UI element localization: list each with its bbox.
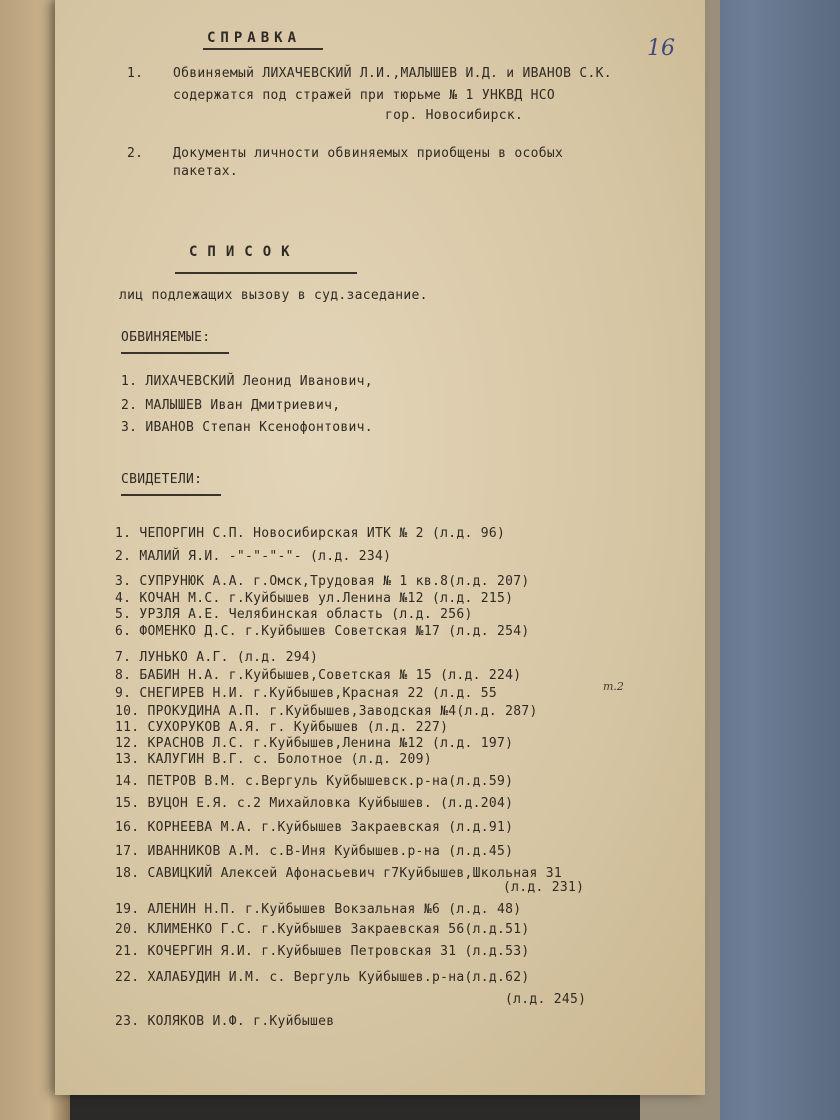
witness-7: 7. ЛУНЬКО А.Г. (л.д. 294) [115,650,319,665]
witness-19: 19. АЛЕНИН Н.П. г.Куйбышев Вокзальная №6 (л.д. 48) [115,902,522,917]
spravka-underline [203,48,323,50]
accused-item-2: 2. МАЛЫШЕВ Иван Дмитриевич, [121,398,341,413]
witness-9: 9. СНЕГИРЕВ Н.И. г.Куйбышев,Красная 22 (л.д. 55 [115,686,497,701]
witness-23: 23. КОЛЯКОВ И.Ф. г.Куйбышев [115,1014,335,1029]
witness-15: 15. ВУЦОН Е.Я. с.2 Михайловка Куйбышев. (л.д.204) [115,796,514,811]
accused-item-3: 3. ИВАНОВ Степан Ксенофонтович. [121,420,373,435]
spravka-item1-line2: содержатся под стражей при тюрьме № 1 УНКВД НСО [173,88,555,103]
witness-17: 17. ИВАННИКОВ А.М. с.В-Иня Куйбышев.р-на (л.д.45) [115,844,514,859]
witness-11: 11. СУХОРУКОВ А.Я. г. Куйбышев (л.д. 227) [115,720,449,735]
witness-18-ref: (л.д. 231) [503,880,585,895]
spisok-underline [175,272,357,274]
witness-20: 20. КЛИМЕНКО Г.С. г.Куйбышев Закраевская 56(л.д.51) [115,922,530,937]
witnesses-underline [121,494,221,496]
witness-4: 4. КОЧАН М.С. г.Куйбышев ул.Ленина №12 (л.д. 215) [115,591,514,606]
witness-3: 3. СУПРУНЮК А.А. г.Омск,Трудовая № 1 кв.8(л.д. 207) [115,574,530,589]
spisok-subtitle: лиц подлежащих вызову в суд.заседание. [119,288,428,303]
witness-6: 6. ФОМЕНКО Д.С. г.Куйбышев Советская №17 (л.д. 254) [115,624,530,639]
accused-underline [121,352,229,354]
witness-22-ref: (л.д. 245) [505,992,587,1007]
handwritten-note-9: т.2 [603,680,624,693]
spravka-title: СПРАВКА [207,30,302,46]
witness-12: 12. КРАСНОВ Л.С. г.Куйбышев,Ленина №12 (л.д. 197) [115,736,514,751]
witness-8: 8. БАБИН Н.А. г.Куйбышев,Советская № 15 (л.д. 224) [115,668,522,683]
witness-1: 1. ЧЕПОРГИН С.П. Новосибирская ИТК № 2 (л.д. 96) [115,526,506,541]
spravka-item1-line3: гор. Новосибирск. [385,108,524,123]
spravka-item2-number: 2. [127,146,144,161]
witness-13: 13. КАЛУГИН В.Г. с. Болотное (л.д. 209) [115,752,432,767]
spravka-item1-line1: Обвиняемый ЛИХАЧЕВСКИЙ Л.И.,МАЛЫШЕВ И.Д. и ИВАНОВ С.К. [173,66,612,81]
spravka-item2-line2: пакетах. [173,164,239,179]
witness-21: 21. КОЧЕРГИН Я.И. г.Куйбышев Петровская 31 (л.д.53) [115,944,530,959]
witnesses-heading: СВИДЕТЕЛИ: [121,472,203,487]
accused-heading: ОБВИНЯЕМЫЕ: [121,330,211,345]
accused-item-1: 1. ЛИХАЧЕВСКИЙ Леонид Иванович, [121,374,373,389]
page-number: 16 [647,36,675,61]
witness-14: 14. ПЕТРОВ В.М. с.Вергуль Куйбышевск.р-на(л.д.59) [115,774,514,789]
witness-18: 18. САВИЦКИЙ Алексей Афонасьевич г7Куйбышев,Школьная 31 [115,866,562,881]
witness-22: 22. ХАЛАБУДИН И.М. с. Вергуль Куйбышев.р-на(л.д.62) [115,970,530,985]
spravka-item1-number: 1. [127,66,144,81]
spravka-item2-line1: Документы личности обвиняемых приобщены в особых [173,146,564,161]
spisok-title: СПИСОК [189,244,300,260]
witness-5: 5. УРЗЛЯ А.Е. Челябинская область (л.д. 256) [115,607,473,622]
witness-10: 10. ПРОКУДИНА А.П. г.Куйбышев,Заводская №4(л.д. 287) [115,704,538,719]
witness-16: 16. КОРНЕЕВА М.А. г.Куйбышев Закраевская (л.д.91) [115,820,514,835]
witness-2: 2. МАЛИЙ Я.И. -"-"-"-"- (л.д. 234) [115,549,392,564]
document-page [55,0,705,1095]
